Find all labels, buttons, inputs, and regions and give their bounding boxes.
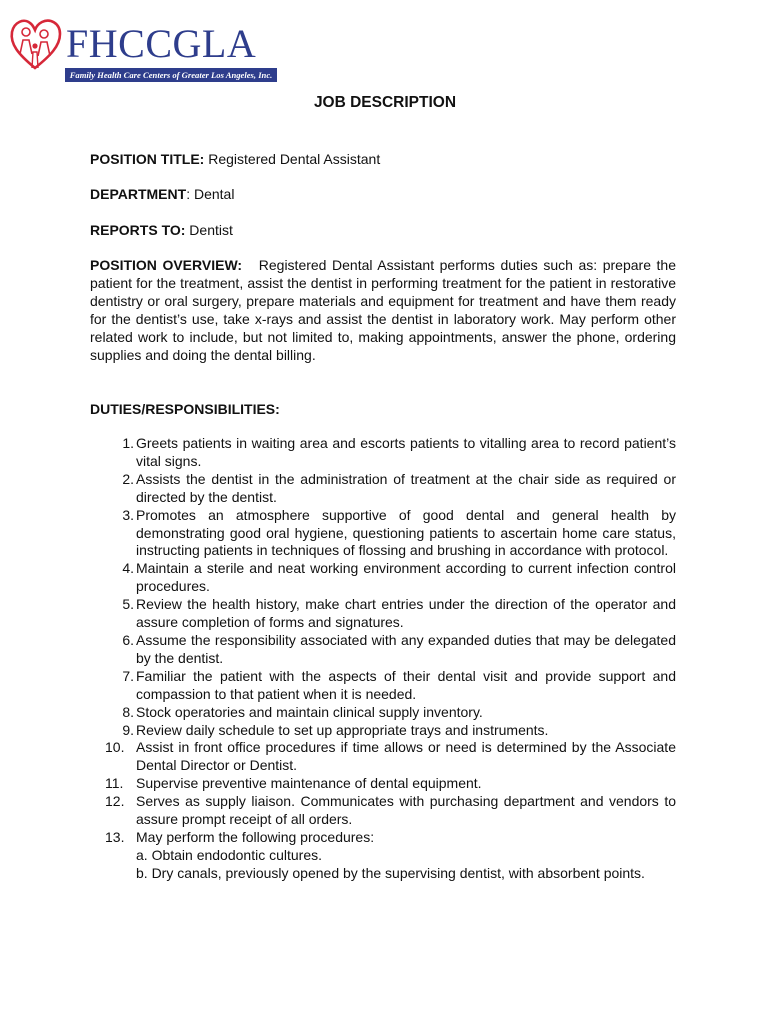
item-number: 12. <box>105 793 125 810</box>
position-title-label: POSITION TITLE: <box>90 151 205 167</box>
list-item <box>90 632 676 668</box>
item-text: Greets patients in waiting area and escorts patients to vitalling area to record patient’s vital signs. <box>136 435 676 469</box>
duties-heading: DUTIES/RESPONSIBILITIES: <box>90 401 280 417</box>
position-overview <box>90 256 676 364</box>
logo-tagline: Family Health Care Centers of Greater Los Angeles, Inc. <box>65 68 277 82</box>
item-number: 7. <box>122 667 134 684</box>
department-label: DEPARTMENT <box>90 186 187 202</box>
item-text: Assist in front office procedures if time allows or need is determined by the Associate Dental Director or Dentist. <box>136 739 676 774</box>
item-number: 4. <box>122 560 134 577</box>
item-number: 13. <box>105 828 125 845</box>
item-text: May perform the following procedures: <box>136 828 375 845</box>
item-number: 6. <box>122 631 134 648</box>
item-text: Promotes an atmosphere supportive of good dental and general health by demonstrating good oral hygiene, questioning patients to ascertain home care status, instructing patients in techniques of flossing and brushing in accordance with protocol. <box>136 506 676 559</box>
overview-text: Registered Dental Assistant performs duties such as: prepare the patient for the treatment, assist the dentist in performing treatment for the patient in restorative dentistry or oral surgery, prepare materials and equipment for treatment and have them ready for the dentist’s use, take x-rays and assist the dentist in laboratory work. May perform other related work to include, but not limited to, making appointments, answer the phone, ordering supplies and doing the dental billing. <box>90 257 677 363</box>
item-text: Familiar the patient with the aspects of their dental visit and provide support and compassion to that patient when it is needed. <box>136 667 676 702</box>
item-text: Review the health history, make chart entries under the direction of the operator and assure completion of forms and signatures. <box>136 596 676 631</box>
position-title-value: Registered Dental Assistant <box>204 151 381 167</box>
list-item <box>90 560 676 596</box>
reports-to-value: Dentist <box>185 222 233 238</box>
list-item <box>90 507 676 561</box>
list-item <box>90 775 676 793</box>
list-item <box>90 596 676 632</box>
item-text: Review daily schedule to set up appropriate trays and instruments. <box>136 721 549 738</box>
list-item <box>90 722 676 740</box>
item-text: Assists the dentist in the administration of treatment at the chair side as required or directed by the dentist. <box>136 470 676 505</box>
list-item <box>90 793 676 829</box>
item-text: Stock operatories and maintain clinical supply inventory. <box>136 703 483 720</box>
item-text: Supervise preventive maintenance of dental equipment. <box>136 775 482 792</box>
position-title-field <box>90 150 380 168</box>
department-field <box>90 185 234 203</box>
item-number: 10. <box>105 739 125 756</box>
item-number: 1. <box>122 435 134 451</box>
sub-item: b. Dry canals, previously opened by the supervising dentist, with absorbent points. <box>136 864 645 881</box>
logo-wordmark: FHCCGLA <box>66 21 257 66</box>
item-number: 5. <box>122 596 134 613</box>
overview-label: POSITION OVERVIEW: <box>90 257 243 273</box>
item-number: 9. <box>122 721 134 738</box>
item-number: 2. <box>122 470 134 487</box>
item-number: 8. <box>122 703 134 720</box>
department-value: : Dental <box>186 186 235 202</box>
list-item <box>90 829 676 883</box>
list-item <box>90 668 676 704</box>
item-text: Maintain a sterile and neat working environment according to current infection control procedures. <box>136 560 676 595</box>
reports-to-field <box>90 221 233 239</box>
list-item <box>90 471 676 507</box>
family-heart-icon <box>8 10 64 76</box>
list-item <box>90 704 676 722</box>
reports-to-label: REPORTS TO: <box>90 222 186 238</box>
list-item <box>90 435 676 471</box>
item-number: 3. <box>122 506 134 523</box>
item-text: Assume the responsibility associated with any expanded duties that may be delegated by the dentist. <box>136 631 676 666</box>
organization-logo <box>8 10 278 78</box>
duties-list <box>90 435 676 883</box>
item-text: Serves as supply liaison. Communicates with purchasing department and vendors to assure prompt receipt of all orders. <box>136 793 676 828</box>
list-item <box>90 739 676 775</box>
item-number: 11. <box>105 775 124 792</box>
document-title: JOB DESCRIPTION <box>313 94 457 111</box>
sub-item: a. Obtain endodontic cultures. <box>136 846 323 863</box>
